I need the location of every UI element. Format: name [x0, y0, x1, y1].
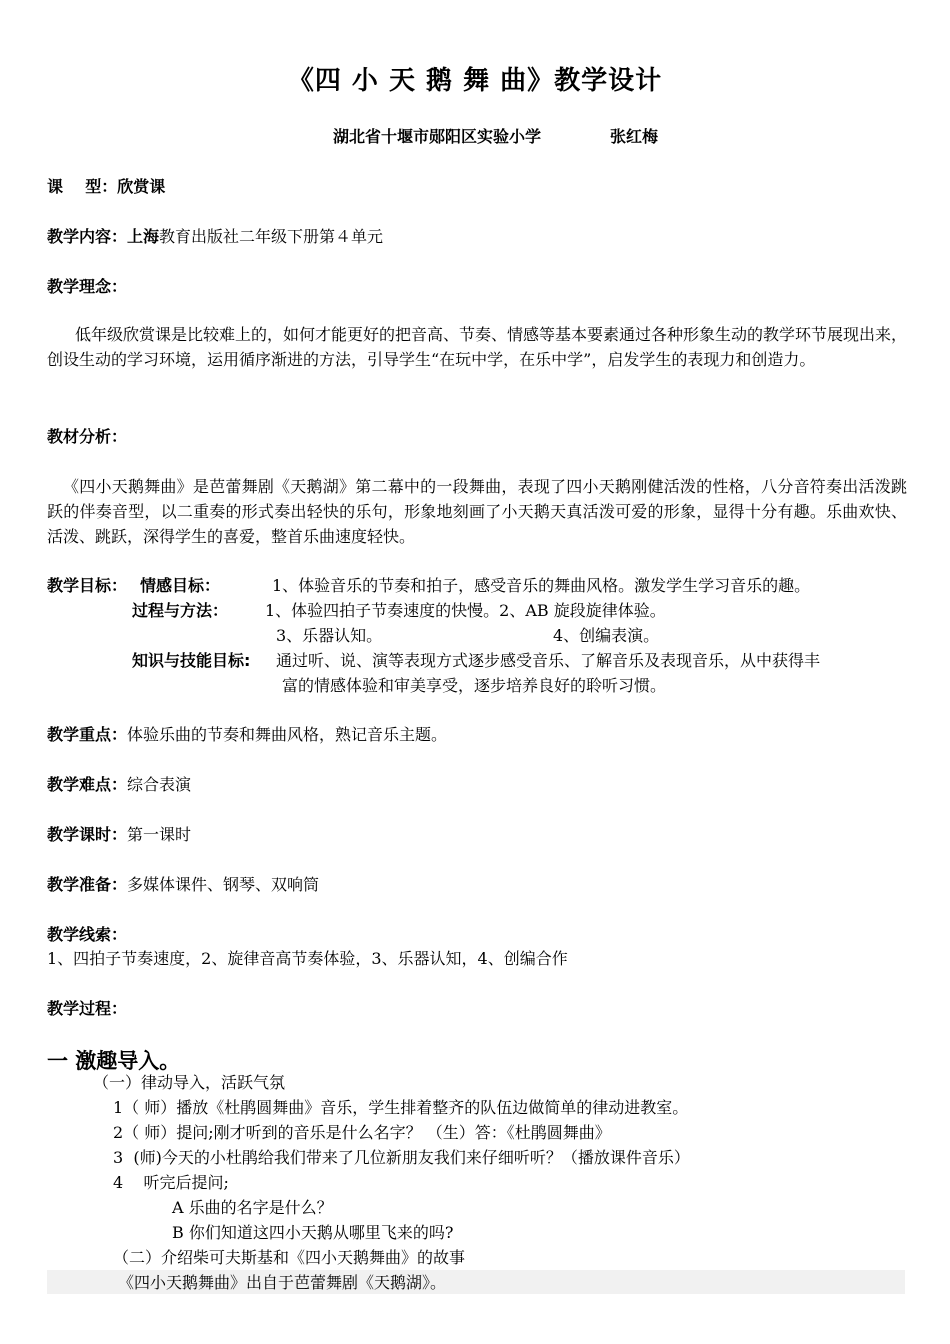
author-name: 张红梅: [610, 127, 659, 146]
difficulty-label: 教学难点：: [47, 775, 128, 794]
knowledge-goal-line1: 通过听、说、演等表现方式逐步感受音乐、了解音乐及表现音乐，从中获得丰: [276, 651, 821, 670]
section-1-heading: 一 激趣导入。: [47, 1049, 181, 1073]
question-b: B 你们知道这四小天鹅从哪里飞来的吗?: [172, 1223, 454, 1242]
analysis-label: 教材分析：: [47, 427, 128, 446]
analysis-text: 《四小天鹅舞曲》是芭蕾舞剧《天鹅湖》第二幕中的一段舞曲，表现了四小天鹅刚健活泼的性格，八分音符奏出活泼跳跃的伴奏音型，以二重奏的形式奏出轻快的乐句，形象地刻画了小天鹅天真活泼可爱的形象，显得十分有趣。乐曲欢快、活泼、跳跃，深得学生的喜爱，整首乐曲速度轻快。: [47, 477, 907, 546]
content-value-bold: 上海: [127, 227, 160, 246]
class-hours: [47, 826, 191, 844]
clues-label: 教学线索：: [47, 925, 128, 944]
goals-label: 教学目标：: [47, 576, 128, 595]
subsection-2: （二）介绍柴可夫斯基和《四小天鹅舞曲》的故事: [113, 1248, 466, 1267]
emotion-goal-text: 1、体验音乐的节奏和拍子，感受音乐的舞曲风格。激发学生学习音乐的趣。: [272, 576, 811, 595]
preparation-label: 教学准备：: [47, 875, 128, 894]
process-label: 教学过程：: [47, 999, 128, 1018]
document-title: 《四 小 天 鹅 舞 曲》教学设计: [287, 66, 663, 96]
last-line: 《四小天鹅舞曲》出自于芭蕾舞剧《天鹅湖》。: [118, 1273, 447, 1292]
philosophy-text: 低年级欣赏课是比较难上的，如何才能更好的把音高、节奏、情感等基本要素通过各种形象生动的教学环节展现出来，创设生动的学习环境，运用循序渐进的方法，引导学生“在玩中学，在乐中学”，启发学生的表现力和创造力。: [47, 325, 908, 369]
lesson-type-label: 课 型：: [47, 177, 118, 196]
hours-value: 第一课时: [127, 825, 192, 844]
process-goal-1: 1、体验四拍子节奏速度的快慢。2、AB 旋段旋律体验。: [265, 601, 666, 620]
difficulty: [47, 776, 191, 794]
process-goal-label: 过程与方法：: [132, 601, 229, 620]
author-school: 湖北省十堰市郧阳区实验小学: [333, 127, 542, 146]
process-item-1: 1（ 师）播放《杜鹃圆舞曲》音乐，学生排着整齐的队伍边做简单的律动进教室。: [113, 1098, 689, 1117]
teaching-content: [47, 228, 383, 246]
knowledge-goal-line2: 富的情感体验和审美享受，逐步培养良好的聆听习惯。: [282, 676, 667, 695]
preparation: [47, 876, 319, 894]
knowledge-goal-label: 知识与技能目标:: [132, 651, 251, 670]
key-point: [47, 726, 447, 744]
lesson-type: [47, 178, 165, 196]
key-point-label: 教学重点：: [47, 725, 128, 744]
process-item-2: 2（ 师）提问;刚才听到的音乐是什么名字？ （生）答：《杜鹃圆舞曲》: [113, 1123, 611, 1142]
content-label: 教学内容：: [47, 227, 128, 246]
process-item-4: 4 听完后提问;: [113, 1173, 229, 1192]
hours-label: 教学课时：: [47, 825, 128, 844]
key-point-value: 体验乐曲的节奏和舞曲风格，熟记音乐主题。: [127, 725, 448, 744]
lesson-type-value: 欣赏课: [117, 177, 166, 196]
clues-value: 1、四拍子节奏速度，2、旋律音高节奏体验，3、乐器认知，4、创编合作: [47, 949, 568, 968]
preparation-value: 多媒体课件、钢琴、双响筒: [127, 875, 320, 894]
process-item-3: 3 (师)今天的小杜鹃给我们带来了几位新朋友我们来仔细听听？（播放课件音乐）: [113, 1148, 690, 1167]
philosophy-label: 教学理念：: [47, 277, 128, 296]
process-goal-4: 4、创编表演。: [553, 626, 660, 645]
emotion-goal-label: 情感目标：: [140, 576, 221, 595]
process-goal-3: 3、乐器认知。: [276, 626, 383, 645]
difficulty-value: 综合表演: [127, 775, 192, 794]
subsection-1: （一）律动导入，活跃气氛: [93, 1073, 286, 1092]
content-value: 教育出版社二年级下册第４单元: [159, 227, 384, 246]
question-a: A 乐曲的名字是什么？: [172, 1198, 333, 1217]
